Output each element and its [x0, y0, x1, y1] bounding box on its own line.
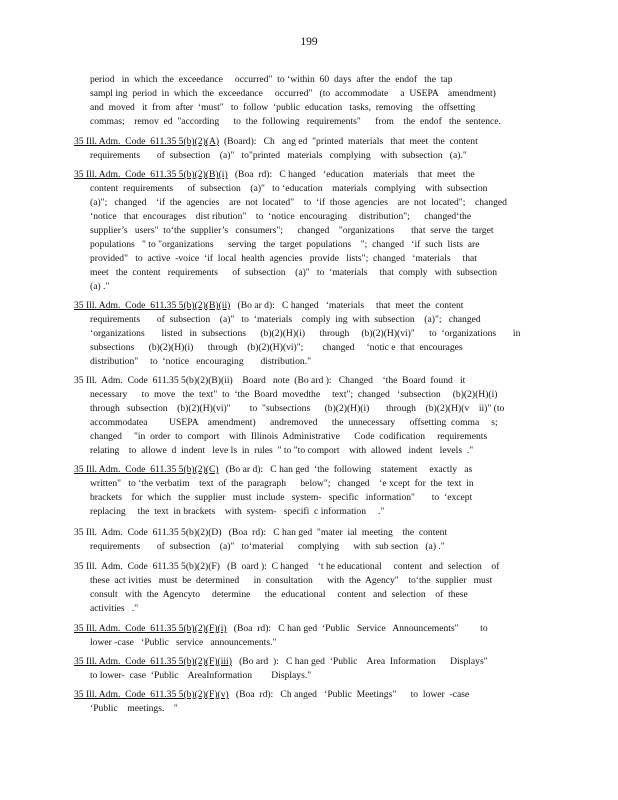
entry-line: subsections (b)(2)(H)(i) through (b)(2)(H)(vi)"; changed ‘notic e that encourages: [90, 342, 463, 353]
entry-line: these act ivities must be determined in consultation with the Agency" to‘the supplier must: [90, 575, 493, 586]
intro-paragraph: [74, 73, 540, 129]
entry-text: (Boa rd): C hanged ‘education materials that meet the: [227, 169, 475, 180]
entry-text: (Boa rd): C han ged ‘Public Service Announcements" to: [226, 623, 488, 634]
amendment-entry: [74, 622, 540, 650]
citation: 35 Ill. Adm. Code 611.35 5(b)(2)(F)(v): [74, 689, 229, 700]
intro-line: commas; remov ed "according to the following requirements" from the endof the sentence.: [90, 116, 501, 127]
entry-line: distribution" to ‘notice encouraging distribution.": [90, 356, 311, 367]
amendment-entry: [74, 463, 540, 519]
amendment-entry: [74, 135, 540, 163]
entry-line: provided" to active -voice ‘if local health agencies provide lists"; changed ‘materials that: [90, 253, 477, 264]
entry-line: populations " to "organizations serving the target populations "; changed ‘if such lists are: [90, 239, 480, 250]
entry-text: (Board): Ch ang ed "printed materials that meet the content: [219, 136, 478, 147]
entry-text: (Bo ar d): C han ged ‘the following statement exactly as: [218, 464, 473, 475]
amendment-entry: [74, 655, 540, 683]
entry-line: meet the content requirements of subsection (a)" to ‘materials that comply with subsection: [90, 267, 498, 278]
intro-line: and moved it from after ‘must" to follow ‘public education tasks, removing the offsetting: [90, 102, 476, 113]
entry-text: (Boa rd): C han ged "mater ial meeting the content: [221, 527, 448, 538]
entry-line: through subsection (b)(2)(H)(vi)" to "subsections (b)(2)(H)(i) through (b)(2)(H)(v ii)" (to: [90, 403, 505, 414]
citation: 35 Ill. Adm. Code 611.35 5(b)(2)(B)(ii): [74, 375, 233, 386]
entry-line: ‘Public meetings. ": [90, 703, 178, 714]
entry-line: changed "in order to comport with Illinois Administrative Code codification requirements: [90, 431, 488, 442]
entry-line: replacing the text in brackets with system- specifi c information .": [90, 506, 385, 517]
intro-line: period in which the exceedance occurred" to ‘within 60 days after the endof the tap: [90, 74, 453, 85]
entry-line: supplier’s users" to‘the supplier’s consumers"; changed "organizations that serve the target: [90, 225, 494, 236]
amendment-entry: [74, 560, 540, 616]
amendment-entry: [74, 374, 540, 458]
entry-line: requirements of subsection (a)" to"printed materials complying with subsection (a).": [90, 150, 467, 161]
entry-line: accommodatea USEPA amendment) andremoved the unnecessary offsetting comma s;: [90, 417, 498, 428]
citation: 35 Ill. Adm. Code 611.35 5(b)(2)(F): [74, 561, 220, 572]
entry-line: written" to ‘the verbatim text of the paragraph below"; changed ‘e xcept for the text in: [90, 478, 474, 489]
citation: 35 Ill. Adm. Code 611.35 5(b)(2)(D): [74, 527, 222, 538]
entry-line: relating to allowe d indent leve ls in rules " to "to comport with allowed indent levels .": [90, 445, 474, 456]
entry-line: requirements of subsection (a)" to ‘materials comply ing with subsection (a)"; changed: [90, 314, 481, 325]
citation: 35 Ill. Adm. Code 611.35 5(b)(2)(F)(iii): [74, 656, 232, 667]
entry-line: consult with the Agencyto determine the educational content and selection of these: [90, 589, 468, 600]
amendment-entry: [74, 168, 540, 294]
citation: 35 Ill. Adm. Code 611.35 5(b)(2)(B)(ii): [74, 300, 231, 311]
amendment-entry: [74, 299, 540, 369]
entry-line: ‘organizations listed in subsections (b)(2)(H)(i) through (b)(2)(H)(vi)" to ‘organizations in: [90, 328, 521, 339]
entry-line: to lower- case ‘Public AreaInformation Displays.": [90, 670, 312, 681]
entry-line: (a)"; changed ‘if the agencies are not located" to ‘if those agencies are not located"; changed: [90, 197, 507, 208]
entry-line: content requirements of subsection (a)" to ‘education materials complying with subsection: [90, 183, 488, 194]
page-number: 199: [300, 36, 318, 48]
citation: 35 Ill. Adm. Code 611.35 5(b)(2)(B)(i): [74, 169, 228, 180]
entry-text: (Bo ar d): C hanged ‘materials that meet the content: [230, 300, 464, 311]
entry-line: ‘notice that encourages dist ribution" to ‘notice encouraging distribution"; changed‘the: [90, 211, 472, 222]
entry-line: requirements of subsection (a)" to‘material complying with sub section (a) .": [90, 541, 445, 552]
citation: 35 Ill. Adm. Code 611.35 5(b)(2)(C): [74, 464, 219, 475]
entry-line: activities .": [90, 603, 139, 614]
entry-line: brackets for which the supplier must include system- specific information" to ‘except: [90, 492, 473, 503]
entry-text: (B oard ): C hanged ‘t he educational content and selection of: [219, 561, 500, 572]
entry-text: Board note (Bo ard ): Changed ‘the Board found it: [232, 375, 466, 386]
entry-text: (Boa rd): Ch anged ‘Public Meetings" to lower -case: [228, 689, 470, 700]
amendment-entry: [74, 526, 540, 554]
entry-line: lower -case ‘Public service announcements.": [90, 637, 277, 648]
intro-line: sampl ing period in which the exceedance occurred" (to accommodate a USEPA amendment): [90, 88, 496, 99]
citation: 35 Ill. Adm. Code 611.35 5(b)(2)(A): [74, 136, 220, 147]
citation: 35 Ill. Adm. Code 611.35 5(b)(2)(F)(i): [74, 623, 227, 634]
entry-line: necessary to move the text" to ‘the Board movedthe text"; changed ‘subsection (b)(2)(H)(i): [90, 389, 498, 400]
entry-line: (a) .": [90, 281, 110, 292]
entry-text: (Bo ard ): C han ged ‘Public Area Information Displays": [231, 656, 488, 667]
amendment-entry: [74, 688, 540, 716]
